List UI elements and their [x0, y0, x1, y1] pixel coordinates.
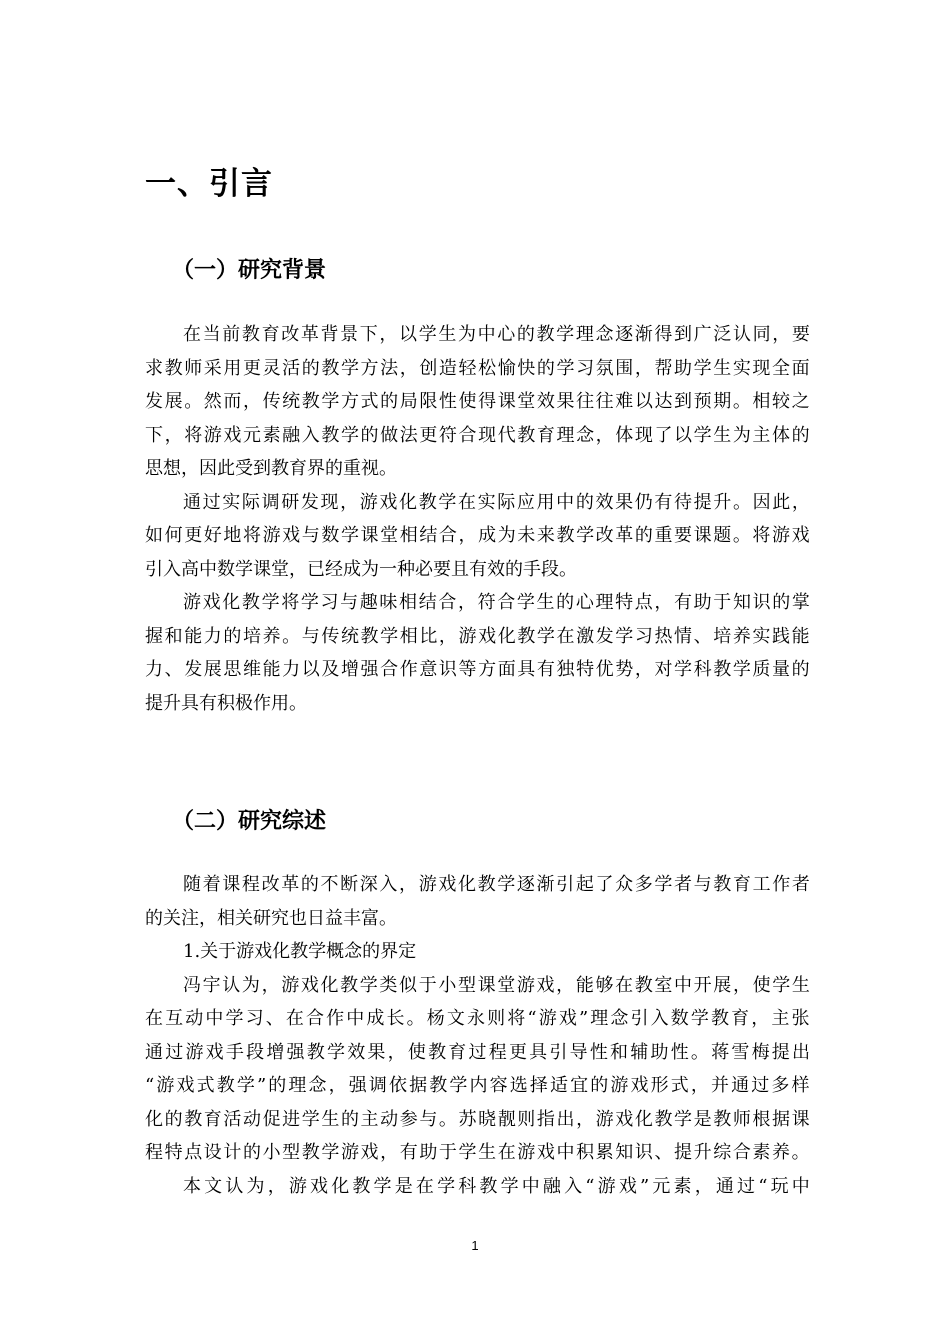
text-line: 本 文 认 为 ， 游 戏 化 教 学 是 在 学 科 教 学 中 融 入 “ 游 戏 ” 元 素 ， 通 过 “ 玩 中: [183, 1175, 810, 1197]
text-line: 力 、 发 展 思 维 能 力 以 及 增 强 合 作 意 识 等 方 面 具 有 独 特 优 势 ， 对 学 科 教 学 质 量 的: [145, 659, 810, 680]
text-line: 游 戏 化 教 学 将 学 习 与 趣 味 相 结 合 ， 符 合 学 生 的 心 理 特 点 ， 有 助 于 知 识 的 掌: [183, 592, 810, 613]
text-line: 化 的 教 育 活 动 促 进 学 生 的 主 动 参 与 。 苏 晓 靓 则 指 出 ， 游 戏 化 教 学 是 教 师 根 据 课: [145, 1108, 810, 1130]
text-line: 在 互 动 中 学 习 、 在 合 作 中 成 长 。 杨 文 永 则 将 “ 游 戏 ” 理 念 引 入 数 学 教 育 ， 主 张: [145, 1008, 810, 1029]
text-line: 随 着 课 程 改 革 的 不 断 深 入 ， 游 戏 化 教 学 逐 渐 引 起 了 众 多 学 者 与 教 育 工 作 者: [183, 874, 810, 895]
section-body-background: [145, 318, 810, 720]
text-line: 的关注，相关研究也日益丰富。: [145, 907, 397, 929]
section-heading-review: （二）研究综述: [172, 809, 327, 834]
text-line: 通 过 游 戏 手 段 增 强 教 学 效 果 ， 使 教 育 过 程 更 具 引 导 性 和 辅 助 性 。 蒋 雪 梅 提 出: [145, 1041, 810, 1063]
text-line: 如 何 更 好 地 将 游 戏 与 数 学 课 堂 相 结 合 ， 成 为 未 来 教 学 改 革 的 重 要 课 题 。 将 游 戏: [145, 525, 810, 546]
chapter-heading: 一、引言: [145, 166, 273, 202]
text-line: 在 当 前 教 育 改 革 背 景 下 ， 以 学 生 为 中 心 的 教 学 理 念 逐 渐 得 到 广 泛 认 同 ， 要: [183, 324, 810, 345]
text-line: 思想，因此受到教育界的重视。: [145, 458, 397, 479]
section-body-review: [145, 868, 810, 1203]
text-line: 通 过 实 际 调 研 发 现 ， 游 戏 化 教 学 在 实 际 应 用 中 的 效 果 仍 有 待 提 升 。 因 此 ，: [183, 491, 810, 513]
text-line: “ 游 戏 式 教 学 ” 的 理 念 ， 强 调 依 据 教 学 内 容 选 择 适 宜 的 游 戏 形 式 ， 并 通 过 多 样: [145, 1075, 810, 1096]
text-line: 1.关于游戏化教学概念的界定: [183, 941, 417, 962]
text-line: 程 特 点 设 计 的 小 型 教 学 游 戏 ， 有 助 于 学 生 在 游 戏 中 积 累 知 识 、 提 升 综 合 素 养 。: [145, 1142, 810, 1163]
text-line: 提升具有积极作用。: [145, 692, 307, 714]
text-line: 引入高中数学课堂，已经成为一种必要且有效的手段。: [145, 558, 577, 580]
text-line: 握 和 能 力 的 培 养 。 与 传 统 教 学 相 比 ， 游 戏 化 教 学 在 激 发 学 习 热 情 、 培 养 实 践 能: [145, 625, 810, 647]
text-line: 下 ， 将 游 戏 元 素 融 入 教 学 的 做 法 更 符 合 现 代 教 育 理 念 ， 体 现 了 以 学 生 为 主 体 的: [145, 424, 810, 446]
text-line: 求 教 师 采 用 更 灵 活 的 教 学 方 法 ， 创 造 轻 松 愉 快 的 学 习 氛 围 ， 帮 助 学 生 实 现 全 面: [145, 357, 810, 379]
text-line: 冯 宇 认 为 ， 游 戏 化 教 学 类 似 于 小 型 课 堂 游 戏 ， 能 够 在 教 室 中 开 展 ， 使 学 生: [183, 974, 810, 996]
text-line: 发 展 。 然 而 ， 传 统 教 学 方 式 的 局 限 性 使 得 课 堂 效 果 往 往 难 以 达 到 预 期 。 相 较 之: [145, 391, 810, 412]
page-number: 1: [471, 1238, 479, 1253]
section-heading-background: （一）研究背景: [172, 258, 327, 283]
